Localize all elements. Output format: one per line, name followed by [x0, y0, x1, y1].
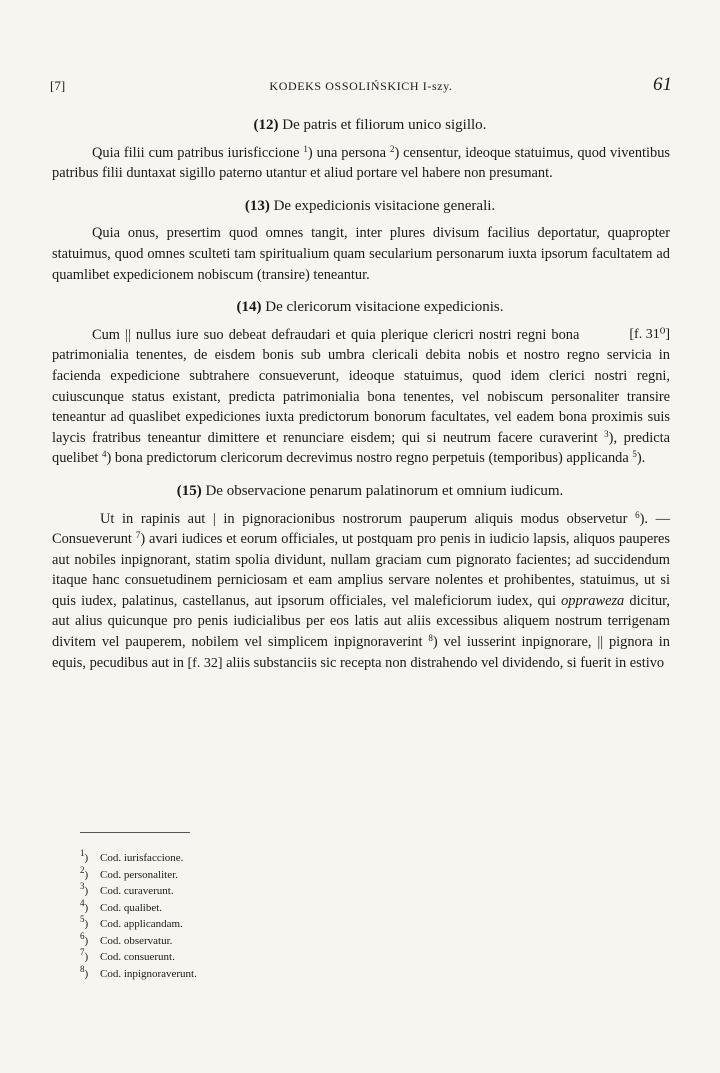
footnote-number: 2 [80, 864, 85, 875]
text-run: Cum || nullus iure suo debeat defraudari et quia plerique clericri nostri regni bona patrimonialia tenentes, de eisdem bonis sub umbra clericali debita nobis et nostro regno servicia in facienda expedicione subtrahere consueverunt, ideoque statuimus, quod idem clerici nostri regni, cuiuscunque status existant, predicta patrimonialia bona tenentes, vel nobiscum personaliter transire teneantur ad quaslibet expediciones iuxta predictorum bonorum facultates, vel eadem bona proximis suis laycis fratribus teneantur dimittere et renunciare eisdem; qui si neutrum facere curaverint [52, 326, 670, 446]
footnote-number: 8 [80, 963, 85, 974]
footnote-marker[interactable]: 6 [635, 509, 640, 520]
text-run: ). [636, 450, 646, 467]
footnote-number: 4 [80, 897, 85, 908]
section-title: De clericorum visitacione expedicionis. [265, 299, 504, 316]
section-heading-15 [52, 481, 670, 502]
section-title: De observacione penarum palatinorum et omnium iudicum. [205, 482, 564, 499]
footnote: $^5$) Cod. applicandam. [80, 914, 183, 930]
footnote-text: Cod. consuerunt. [100, 951, 175, 963]
footnote-number: 6 [80, 930, 85, 941]
folio-marker: [f. 31⁰] [629, 326, 670, 342]
main-text [52, 113, 670, 674]
footnote-text: Cod. personaliter. [100, 868, 178, 881]
page-number: 61 [653, 74, 672, 95]
section-heading-12 [52, 115, 670, 136]
section-number: (14) [236, 299, 262, 316]
footnote: $^1$) Cod. iurisfaccione. [80, 848, 184, 864]
footnote-marker[interactable]: 5 [632, 449, 637, 460]
footnote-marker[interactable]: 4 [101, 449, 107, 460]
footnote-text: Cod. applicandam. [100, 918, 183, 930]
footnote-number: 7 [80, 947, 85, 957]
text-run: aliis substanciis sic recepta non distrahendo vel dividendo, si fuerit in estivo [222, 654, 665, 671]
text-run: Ut in rapinis aut | in pignoracionibus nostrorum pauperum aliquis modus observetur [100, 510, 636, 527]
text-run: ) una persona [307, 144, 390, 161]
footnote-number: 1 [80, 848, 85, 858]
text-run: ) vel iusserint inpignorare, || pignora in equis, pecudibus aut in [52, 634, 670, 671]
text-run: ), predicta quelibet [52, 429, 670, 467]
footnote-text: Cod. observatur. [100, 934, 173, 947]
section-heading-13 [52, 196, 670, 217]
text-run: dicitur, aut alius quicunque pro penis iudicialibus per eos latis aut aliis excessibus aliquem nostrum terrigenam divitem vel pauperem, nobilem vel simplicem inpignoraverint [52, 592, 670, 651]
footnote: $^8$) Cod. inpignoraverunt. [80, 963, 197, 980]
section-text-12 [52, 143, 670, 184]
text-run: ) bona predictorum clericorum decrevimus nostro regno perpetuis (temporibus) applicanda [106, 450, 633, 467]
section-number: (15) [176, 482, 202, 499]
footnote: $^4$) Cod. qualibet. [80, 897, 163, 914]
footnote-marker[interactable]: 7 [135, 530, 141, 541]
section-text-14 [52, 325, 670, 469]
footnote: $^2$) Cod. personaliter. [80, 864, 178, 881]
footnote-divider [80, 832, 190, 833]
footnote-number: 5 [80, 914, 85, 924]
footnote-text: Cod. inpignoraverunt. [100, 967, 197, 980]
section-number: (12) [253, 117, 279, 133]
running-head-section-number: [7] [50, 78, 66, 93]
footnote-marker[interactable]: 8 [428, 633, 433, 644]
footnote-text: Cod. iurisfaccione. [100, 852, 184, 864]
footnote-marker[interactable]: 3 [604, 428, 609, 439]
footnote-number: 3 [80, 881, 85, 891]
section-title: De expedicionis visitacione generali. [273, 197, 496, 214]
running-head [50, 76, 672, 98]
footnote-text: Cod. curaverunt. [100, 885, 174, 897]
text-run: Quia filii cum patribus iurisficcione [92, 144, 304, 161]
section-text-15 [52, 509, 670, 675]
section-heading-14 [52, 297, 670, 318]
footnote-marker[interactable]: 2 [389, 143, 395, 154]
footnote-marker[interactable]: 1 [303, 143, 308, 154]
footnote: $^3$) Cod. curaverunt. [80, 881, 174, 897]
footnote-text: Cod. qualibet. [100, 901, 163, 914]
section-text-13: Quia onus, presertim quod omnes tangit, inter plures divisum facilius deportatur, quapropter statuimus, quod omnes sculteti tam spiritualium quam secularium personarum iuxta ipsorum facultatem ad quamlibet expedicionem nobiscum (transire) teneantur. [52, 225, 670, 283]
section-number: (13) [244, 197, 270, 214]
vernacular-term: oppraweza [561, 592, 625, 609]
footnote: $^6$) Cod. observatur. [80, 930, 173, 947]
footnotes [80, 850, 380, 982]
footnote: $^7$) Cod. consuerunt. [80, 947, 175, 963]
text-run: ). — Consueverunt [52, 510, 670, 548]
section-title: De patris et filiorum unico sigillo. [282, 117, 487, 133]
text-run: ) censentur, ideoque statuimus, quod viventibus patribus filii duntaxat sigillo paterno utantur et aliud portare vel habere non presumant. [52, 144, 670, 182]
folio-marker: [f. 32] [187, 655, 223, 671]
running-head-title: KODEKS OSSOLIŃSKICH I-szy. [269, 79, 453, 93]
text-run: ) avari iudices et eorum officiales, ut postquam pro penis in iudicio lapsis, aliquos pauperes aut nobiles inpignorant, statim spolia dividunt, nullam graciam cum pignorato facientes; ad succidendum itaque hanc consuetudinem perniciosam et eam amplius servare nolentes et prohibentes, statuimus, ut si quis iudex, palatinus, castellanus, aut ipsorum officiales, vel maleficiorum iudex, qui [52, 531, 670, 609]
